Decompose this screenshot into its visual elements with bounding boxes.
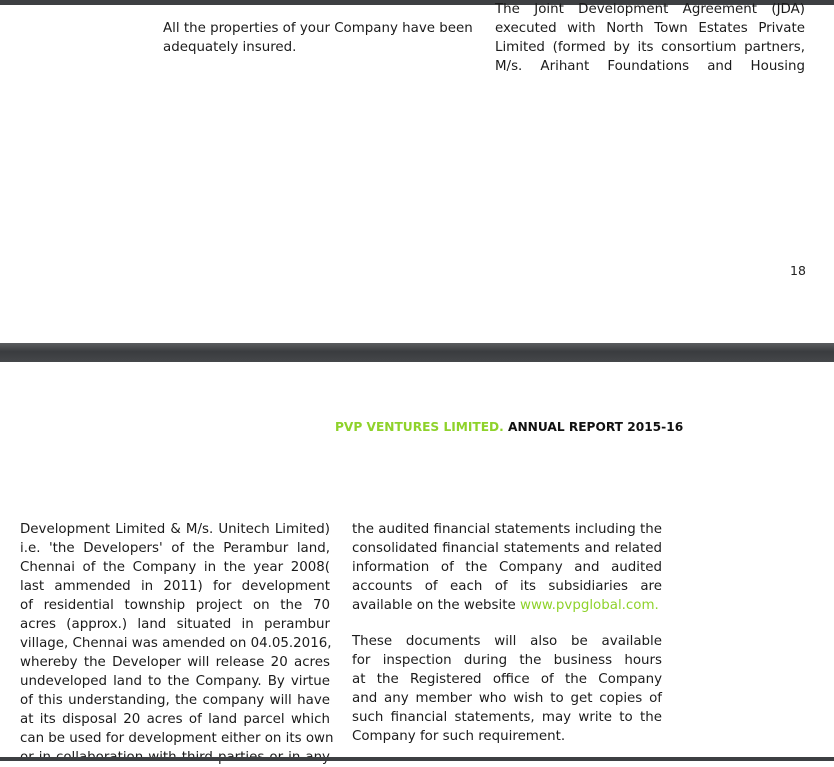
page-separator [0, 343, 834, 362]
text-line: M/s. Arihant Foundations and Housing [495, 59, 805, 74]
text-line: can be used for development either on its own [20, 731, 334, 746]
text-line: All the properties of your Company have been [163, 21, 473, 36]
text-line [352, 596, 662, 615]
text-line: whereby the Developer will release 20 acres [20, 655, 330, 670]
text-line: at the Registered office of the Company [352, 672, 662, 687]
report-title: ANNUAL REPORT 2015-16 [508, 420, 684, 434]
text-line: The Joint Development Agreement (JDA) [495, 2, 805, 17]
text-line: accounts of each of its subsidiaries are [352, 579, 662, 594]
website-link[interactable]: www.pvpglobal.com. [520, 598, 659, 613]
text-line: Company for such requirement. [352, 729, 566, 744]
text-line: These documents will also be available [352, 634, 662, 649]
text-line: consolidated financial statements and related [352, 541, 662, 556]
text-line: Limited (formed by its consortium partners, [495, 40, 805, 55]
text-line: Development Limited & M/s. Unitech Limited) [20, 522, 330, 537]
text-line: at its disposal 20 acres of land parcel which [20, 712, 330, 727]
text-line: last ammended in 2011) for development [20, 579, 330, 594]
page-header [335, 420, 684, 434]
right-text-column [352, 520, 662, 746]
viewer-bottom-bar [0, 757, 834, 761]
text-line: acres (approx.) land situated in perambur [20, 617, 330, 632]
paragraph-gap [352, 615, 662, 632]
text-line: information of the Company and audited [352, 560, 662, 575]
text-line: the audited financial statements including the [352, 522, 662, 537]
text-line: for inspection during the business hours [352, 653, 662, 668]
text-line: executed with North Town Estates Private [495, 21, 805, 36]
text-line: adequately insured. [163, 40, 297, 55]
insurance-paragraph [163, 19, 481, 57]
jda-paragraph [495, 0, 805, 76]
text-line: and any member who wish to get copies of [352, 691, 662, 706]
text-line: i.e. 'the Developers' of the Perambur land, [20, 541, 330, 556]
text-line: village, Chennai was amended on 04.05.2016, [20, 636, 332, 651]
text-line: of this understanding, the company will have [20, 693, 330, 708]
left-text-column [20, 520, 334, 767]
text-line: of residential township project on the 70 [20, 598, 330, 613]
text-line: Chennai of the Company in the year 2008( [20, 560, 330, 575]
text-fragment: available on the website [352, 598, 516, 613]
page-number: 18 [790, 263, 806, 278]
company-name: PVP VENTURES LIMITED. [335, 420, 504, 434]
text-line: undeveloped land to the Company. By virtue [20, 674, 330, 689]
text-line: such financial statements, may write to the [352, 710, 662, 725]
